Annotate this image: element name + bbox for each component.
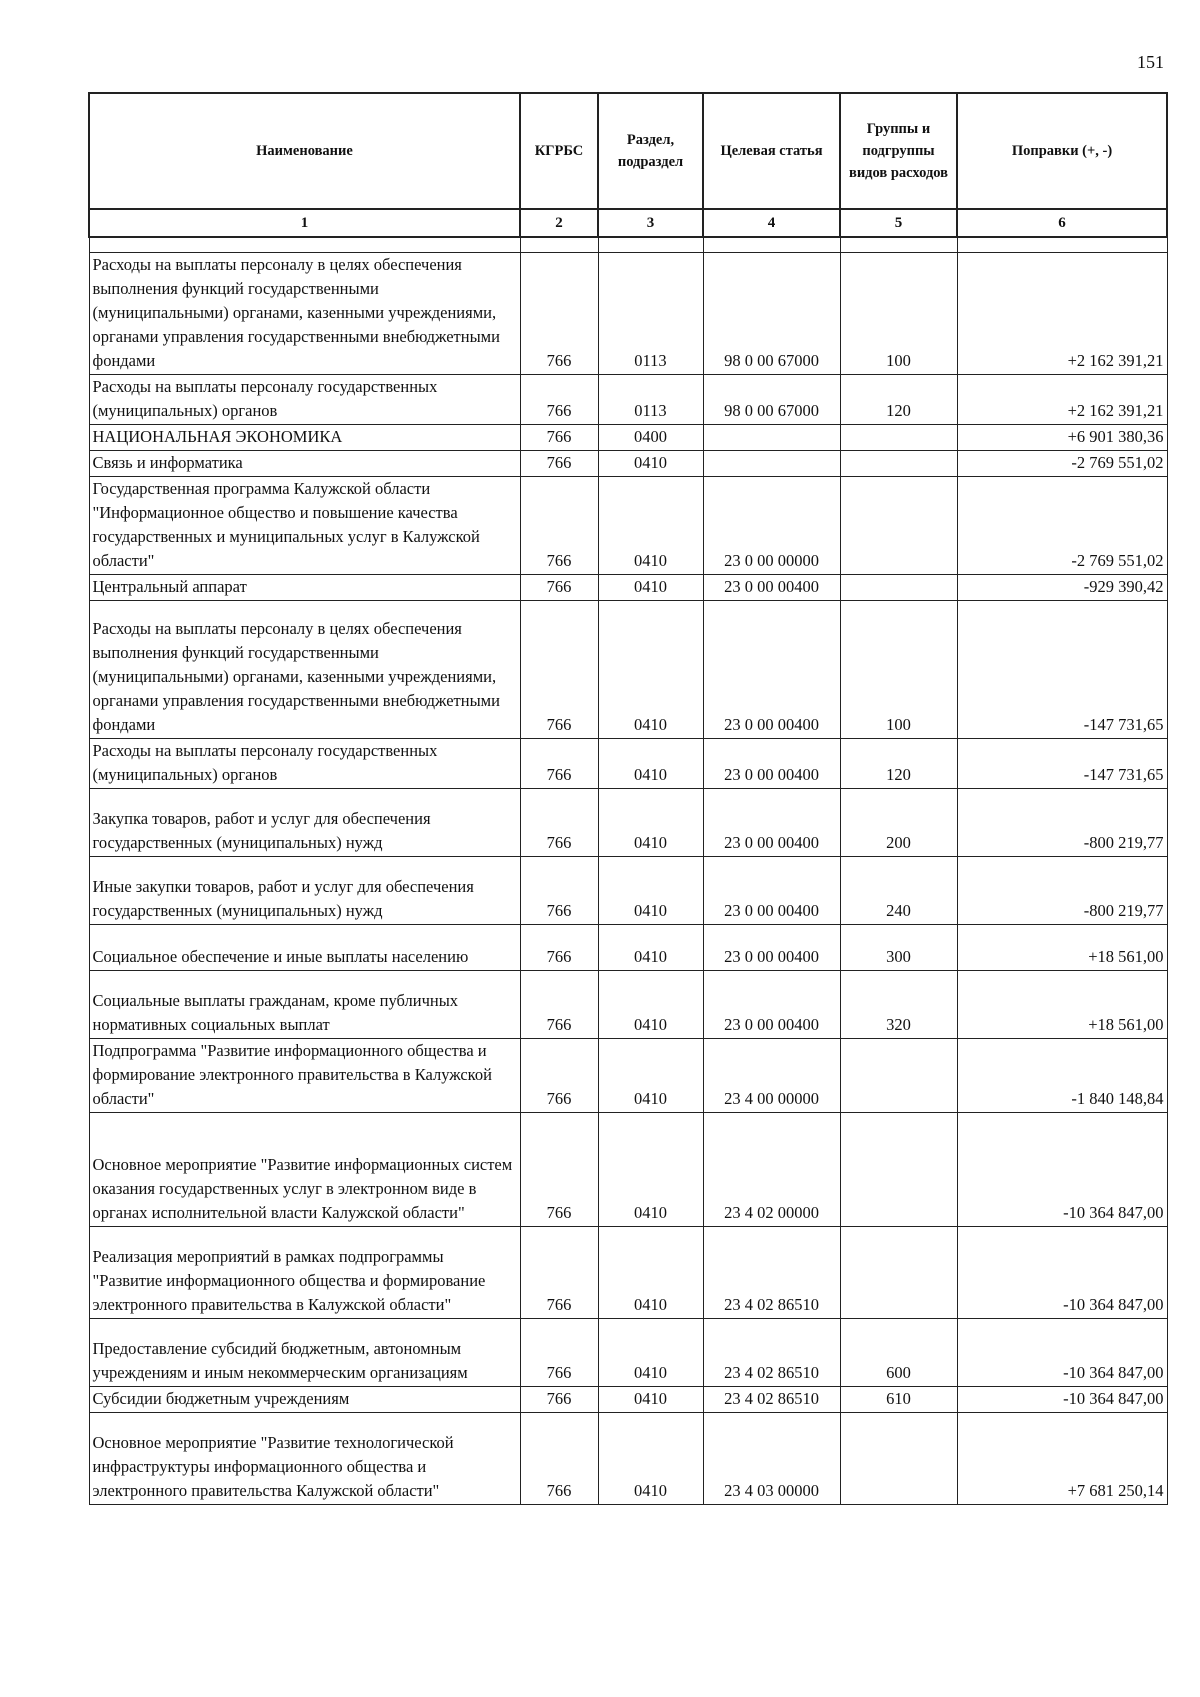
row-kgrbs: 766 [520,601,598,739]
row-kgrbs: 766 [520,857,598,925]
page-number: 151 [1137,52,1164,72]
row-target-article: 23 0 00 00400 [703,575,840,601]
row-section: 0410 [598,601,703,739]
table-row [89,601,1167,739]
row-target-article [703,425,840,451]
row-kgrbs: 766 [520,925,598,971]
row-amendment-amount: -800 219,77 [957,789,1167,857]
row-amendment-amount: -2 769 551,02 [957,477,1167,575]
col-number: 1 [89,209,520,237]
row-section: 0410 [598,1319,703,1387]
row-target-article: 23 0 00 00400 [703,925,840,971]
row-amendment-amount: -10 364 847,00 [957,1113,1167,1227]
row-name: Социальное обеспечение и иные выплаты населению [89,925,520,971]
row-target-article: 23 0 00 00400 [703,739,840,789]
row-target-article: 23 0 00 00400 [703,971,840,1039]
row-expense-group [840,1039,957,1113]
col-header-name: Наименование [89,93,520,209]
row-expense-group [840,1227,957,1319]
budget-amendments-table [88,92,1168,1505]
row-section: 0410 [598,477,703,575]
row-expense-group: 320 [840,971,957,1039]
row-section: 0113 [598,253,703,375]
row-section: 0410 [598,1413,703,1505]
row-name: Расходы на выплаты персоналу государственных (муниципальных) органов [89,739,520,789]
row-name: Субсидии бюджетным учреждениям [89,1387,520,1413]
row-expense-group: 120 [840,739,957,789]
row-target-article [703,451,840,477]
row-expense-group: 200 [840,789,957,857]
row-target-article: 23 4 00 00000 [703,1039,840,1113]
row-amendment-amount: -929 390,42 [957,575,1167,601]
table-row [89,253,1167,375]
table-row [89,1319,1167,1387]
table-row [89,1113,1167,1227]
row-target-article: 23 0 00 00400 [703,789,840,857]
row-expense-group: 120 [840,375,957,425]
row-expense-group: 240 [840,857,957,925]
table-row [89,739,1167,789]
row-amendment-amount: +18 561,00 [957,925,1167,971]
col-header-section: Раздел, подраздел [598,93,703,209]
row-section: 0410 [598,575,703,601]
row-name: Иные закупки товаров, работ и услуг для обеспечения государственных (муниципальных) нужд [89,857,520,925]
row-expense-group [840,451,957,477]
row-target-article: 23 4 02 00000 [703,1113,840,1227]
row-name: Центральный аппарат [89,575,520,601]
row-amendment-amount: +2 162 391,21 [957,375,1167,425]
table-row [89,971,1167,1039]
row-kgrbs: 766 [520,1387,598,1413]
row-amendment-amount: -800 219,77 [957,857,1167,925]
table-row [89,925,1167,971]
row-target-article: 23 0 00 00000 [703,477,840,575]
row-section: 0410 [598,451,703,477]
row-kgrbs: 766 [520,425,598,451]
table-row [89,789,1167,857]
row-name: Расходы на выплаты персоналу в целях обеспечения выполнения функций государственными (муниципальными) органами, казенными учреждениями, органами управления государственными внебюджетными фондами [89,601,520,739]
row-amendment-amount: +7 681 250,14 [957,1413,1167,1505]
col-number: 4 [703,209,840,237]
row-amendment-amount: -10 364 847,00 [957,1387,1167,1413]
row-section: 0410 [598,1387,703,1413]
row-amendment-amount: -147 731,65 [957,601,1167,739]
table-row [89,425,1167,451]
row-name: Реализация мероприятий в рамках подпрограммы "Развитие информационного общества и формирование электронного правительства в Калужской области" [89,1227,520,1319]
row-amendment-amount: +2 162 391,21 [957,253,1167,375]
row-section: 0410 [598,739,703,789]
row-expense-group [840,575,957,601]
table-row [89,857,1167,925]
table-row [89,1039,1167,1113]
row-expense-group [840,425,957,451]
col-header-target: Целевая статья [703,93,840,209]
table-row [89,451,1167,477]
col-header-amendments: Поправки (+, -) [957,93,1167,209]
row-expense-group [840,477,957,575]
col-number: 5 [840,209,957,237]
table-row [89,375,1167,425]
row-section: 0410 [598,925,703,971]
row-kgrbs: 766 [520,971,598,1039]
row-kgrbs: 766 [520,1113,598,1227]
row-kgrbs: 766 [520,451,598,477]
col-number: 6 [957,209,1167,237]
row-target-article: 23 4 02 86510 [703,1319,840,1387]
row-kgrbs: 766 [520,789,598,857]
row-name: Расходы на выплаты персоналу в целях обеспечения выполнения функций государственными (муниципальными) органами, казенными учреждениями, органами управления государственными внебюджетными фондами [89,253,520,375]
row-target-article: 98 0 00 67000 [703,253,840,375]
row-kgrbs: 766 [520,1039,598,1113]
row-target-article: 98 0 00 67000 [703,375,840,425]
row-section: 0410 [598,789,703,857]
row-name: Закупка товаров, работ и услуг для обеспечения государственных (муниципальных) нужд [89,789,520,857]
row-name: Основное мероприятие "Развитие технологической инфраструктуры информационного общества и электронного правительства Калужской области" [89,1413,520,1505]
table-row [89,575,1167,601]
row-kgrbs: 766 [520,1413,598,1505]
col-header-groups: Группы и подгруппы видов расходов [840,93,957,209]
row-name: Связь и информатика [89,451,520,477]
row-name: НАЦИОНАЛЬНАЯ ЭКОНОМИКА [89,425,520,451]
row-kgrbs: 766 [520,253,598,375]
table-row [89,1227,1167,1319]
row-target-article: 23 4 02 86510 [703,1387,840,1413]
table-row [89,1387,1167,1413]
row-expense-group [840,1413,957,1505]
row-section: 0410 [598,1113,703,1227]
row-amendment-amount: -147 731,65 [957,739,1167,789]
row-kgrbs: 766 [520,1227,598,1319]
row-expense-group: 300 [840,925,957,971]
table-row [89,1413,1167,1505]
row-target-article: 23 0 00 00400 [703,601,840,739]
col-header-kgrbs: КГРБС [520,93,598,209]
row-section: 0113 [598,375,703,425]
row-amendment-amount: -2 769 551,02 [957,451,1167,477]
row-name: Социальные выплаты гражданам, кроме публичных нормативных социальных выплат [89,971,520,1039]
row-kgrbs: 766 [520,739,598,789]
row-amendment-amount: +6 901 380,36 [957,425,1167,451]
row-kgrbs: 766 [520,575,598,601]
row-section: 0410 [598,1039,703,1113]
row-amendment-amount: -10 364 847,00 [957,1319,1167,1387]
row-expense-group [840,1113,957,1227]
row-kgrbs: 766 [520,1319,598,1387]
row-section: 0400 [598,425,703,451]
row-name: Предоставление субсидий бюджетным, автономным учреждениям и иным некоммерческим организациям [89,1319,520,1387]
row-expense-group: 100 [840,601,957,739]
row-kgrbs: 766 [520,477,598,575]
row-name: Основное мероприятие "Развитие информационных систем оказания государственных услуг в электронном виде в органах исполнительной власти Калужской области" [89,1113,520,1227]
row-name: Расходы на выплаты персоналу государственных (муниципальных) органов [89,375,520,425]
table-row [89,477,1167,575]
row-kgrbs: 766 [520,375,598,425]
row-target-article: 23 0 00 00400 [703,857,840,925]
col-number: 3 [598,209,703,237]
row-expense-group: 610 [840,1387,957,1413]
row-amendment-amount: -1 840 148,84 [957,1039,1167,1113]
row-section: 0410 [598,1227,703,1319]
row-target-article: 23 4 03 00000 [703,1413,840,1505]
row-section: 0410 [598,857,703,925]
row-expense-group: 600 [840,1319,957,1387]
col-number: 2 [520,209,598,237]
row-name: Подпрограмма "Развитие информационного общества и формирование электронного правительства в Калужской области" [89,1039,520,1113]
row-amendment-amount: +18 561,00 [957,971,1167,1039]
row-target-article: 23 4 02 86510 [703,1227,840,1319]
row-expense-group: 100 [840,253,957,375]
row-name: Государственная программа Калужской области "Информационное общество и повышение качества государственных и муниципальных услуг в Калужской области" [89,477,520,575]
row-amendment-amount: -10 364 847,00 [957,1227,1167,1319]
row-section: 0410 [598,971,703,1039]
